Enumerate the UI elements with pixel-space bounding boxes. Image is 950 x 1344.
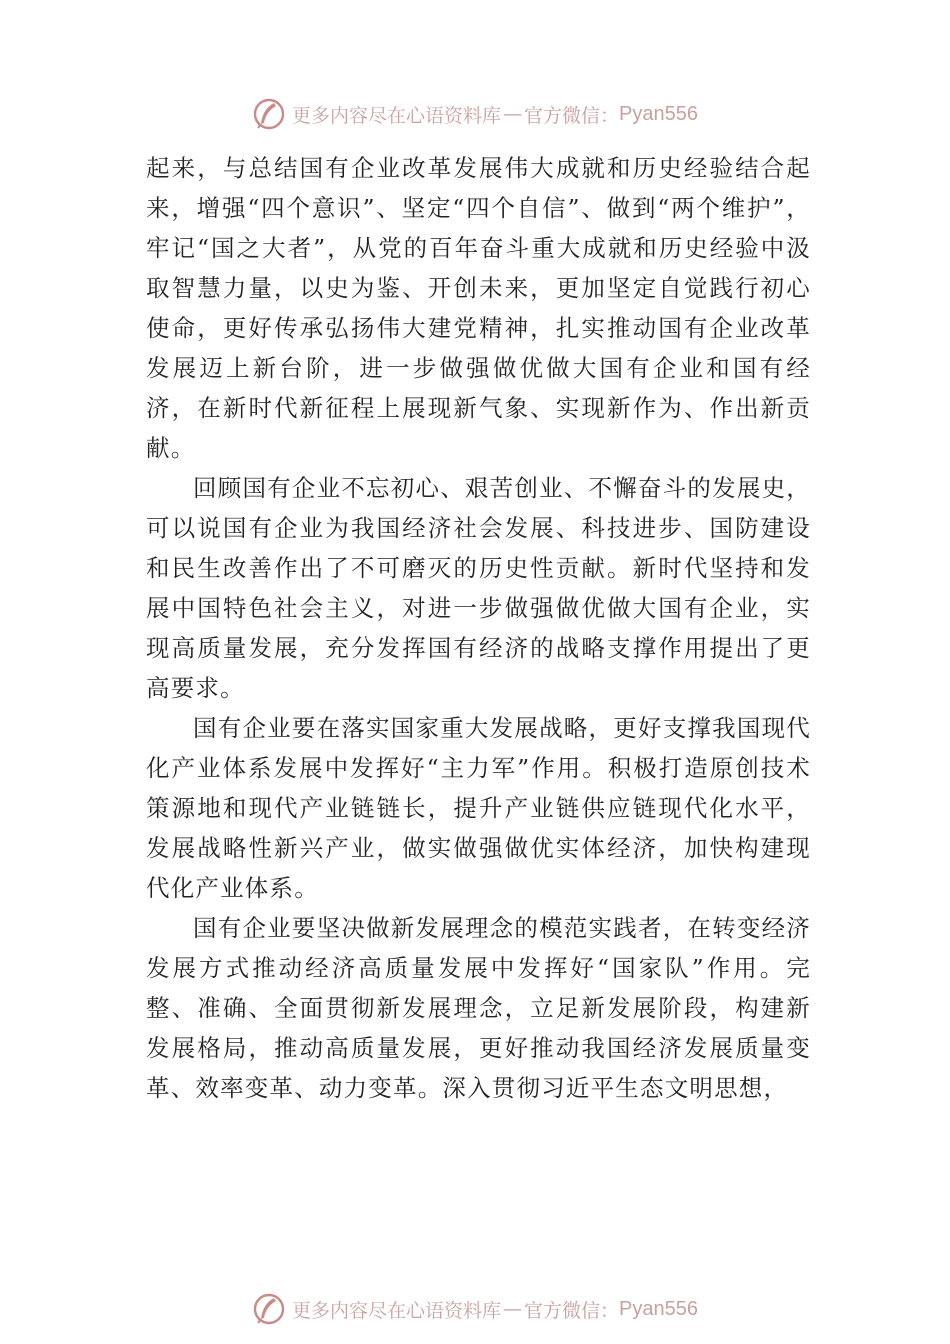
- feather-pen-circle-icon: [252, 1292, 286, 1326]
- watermark-wechat-label: 官方微信：: [524, 104, 620, 127]
- watermark-title: 更多内容尽在心语资料库: [292, 104, 502, 127]
- watermark-title: 更多内容尽在心语资料库: [292, 1299, 502, 1322]
- paragraph-3: 国有企业要在落实国家重大发展战略，更好支撑我国现代化产业体系发展中发挥好“主力军”作用。积极打造原创技术策源地和现代产业链链长，提升产业链供应链现代化水平，发展战略性新兴产业，做实做强做优实体经济，加快构建现代化产业体系。: [146, 714, 811, 902]
- watermark-wechat-label: 官方微信：: [524, 1299, 620, 1322]
- watermark-separator: —: [503, 103, 523, 125]
- footer-watermark: [0, 1289, 950, 1329]
- paragraph-2: 回顾国有企业不忘初心、艰苦创业、不懈奋斗的发展史，可以说国有企业为我国经济社会发展、科技进步、国防建设和民生改善作出了不可磨灭的历史性贡献。新时代坚持和发展中国特色社会主义，对进一步做强做优做大国有企业，实现高质量发展，充分发挥国有经济的战略支撑作用提出了更高要求。: [146, 474, 811, 702]
- paragraph-1: 起来，与总结国有企业改革发展伟大成就和历史经验结合起来，增强“四个意识”、坚定“四个自信”、做到“两个维护”，牢记“国之大者”，从党的百年奋斗重大成就和历史经验中汲取智慧力量，以史为鉴、开创未来，更加坚定自觉践行初心使命，更好传承弘扬伟大建党精神，扎实推动国有企业改革发展迈上新台阶，进一步做强做优做大国有企业和国有经济，在新时代新征程上展现新气象、实现新作为、作出新贡献。: [146, 154, 811, 462]
- document-body: [146, 148, 811, 1108]
- feather-pen-circle-icon: [252, 97, 286, 131]
- watermark-separator: —: [503, 1298, 523, 1320]
- paragraph-4: 国有企业要坚决做新发展理念的模范实践者，在转变经济发展方式推动经济高质量发展中发挥好“国家队”作用。完整、准确、全面贯彻新发展理念，立足新发展阶段，构建新发展格局，推动高质量发展，更好推动我国经济发展质量变革、效率变革、动力变革。深入贯彻习近平生态文明思想，: [146, 914, 811, 1102]
- watermark-wechat-id: Pyan556: [619, 102, 698, 125]
- header-watermark: [0, 94, 950, 134]
- watermark-wechat-id: Pyan556: [619, 1297, 698, 1320]
